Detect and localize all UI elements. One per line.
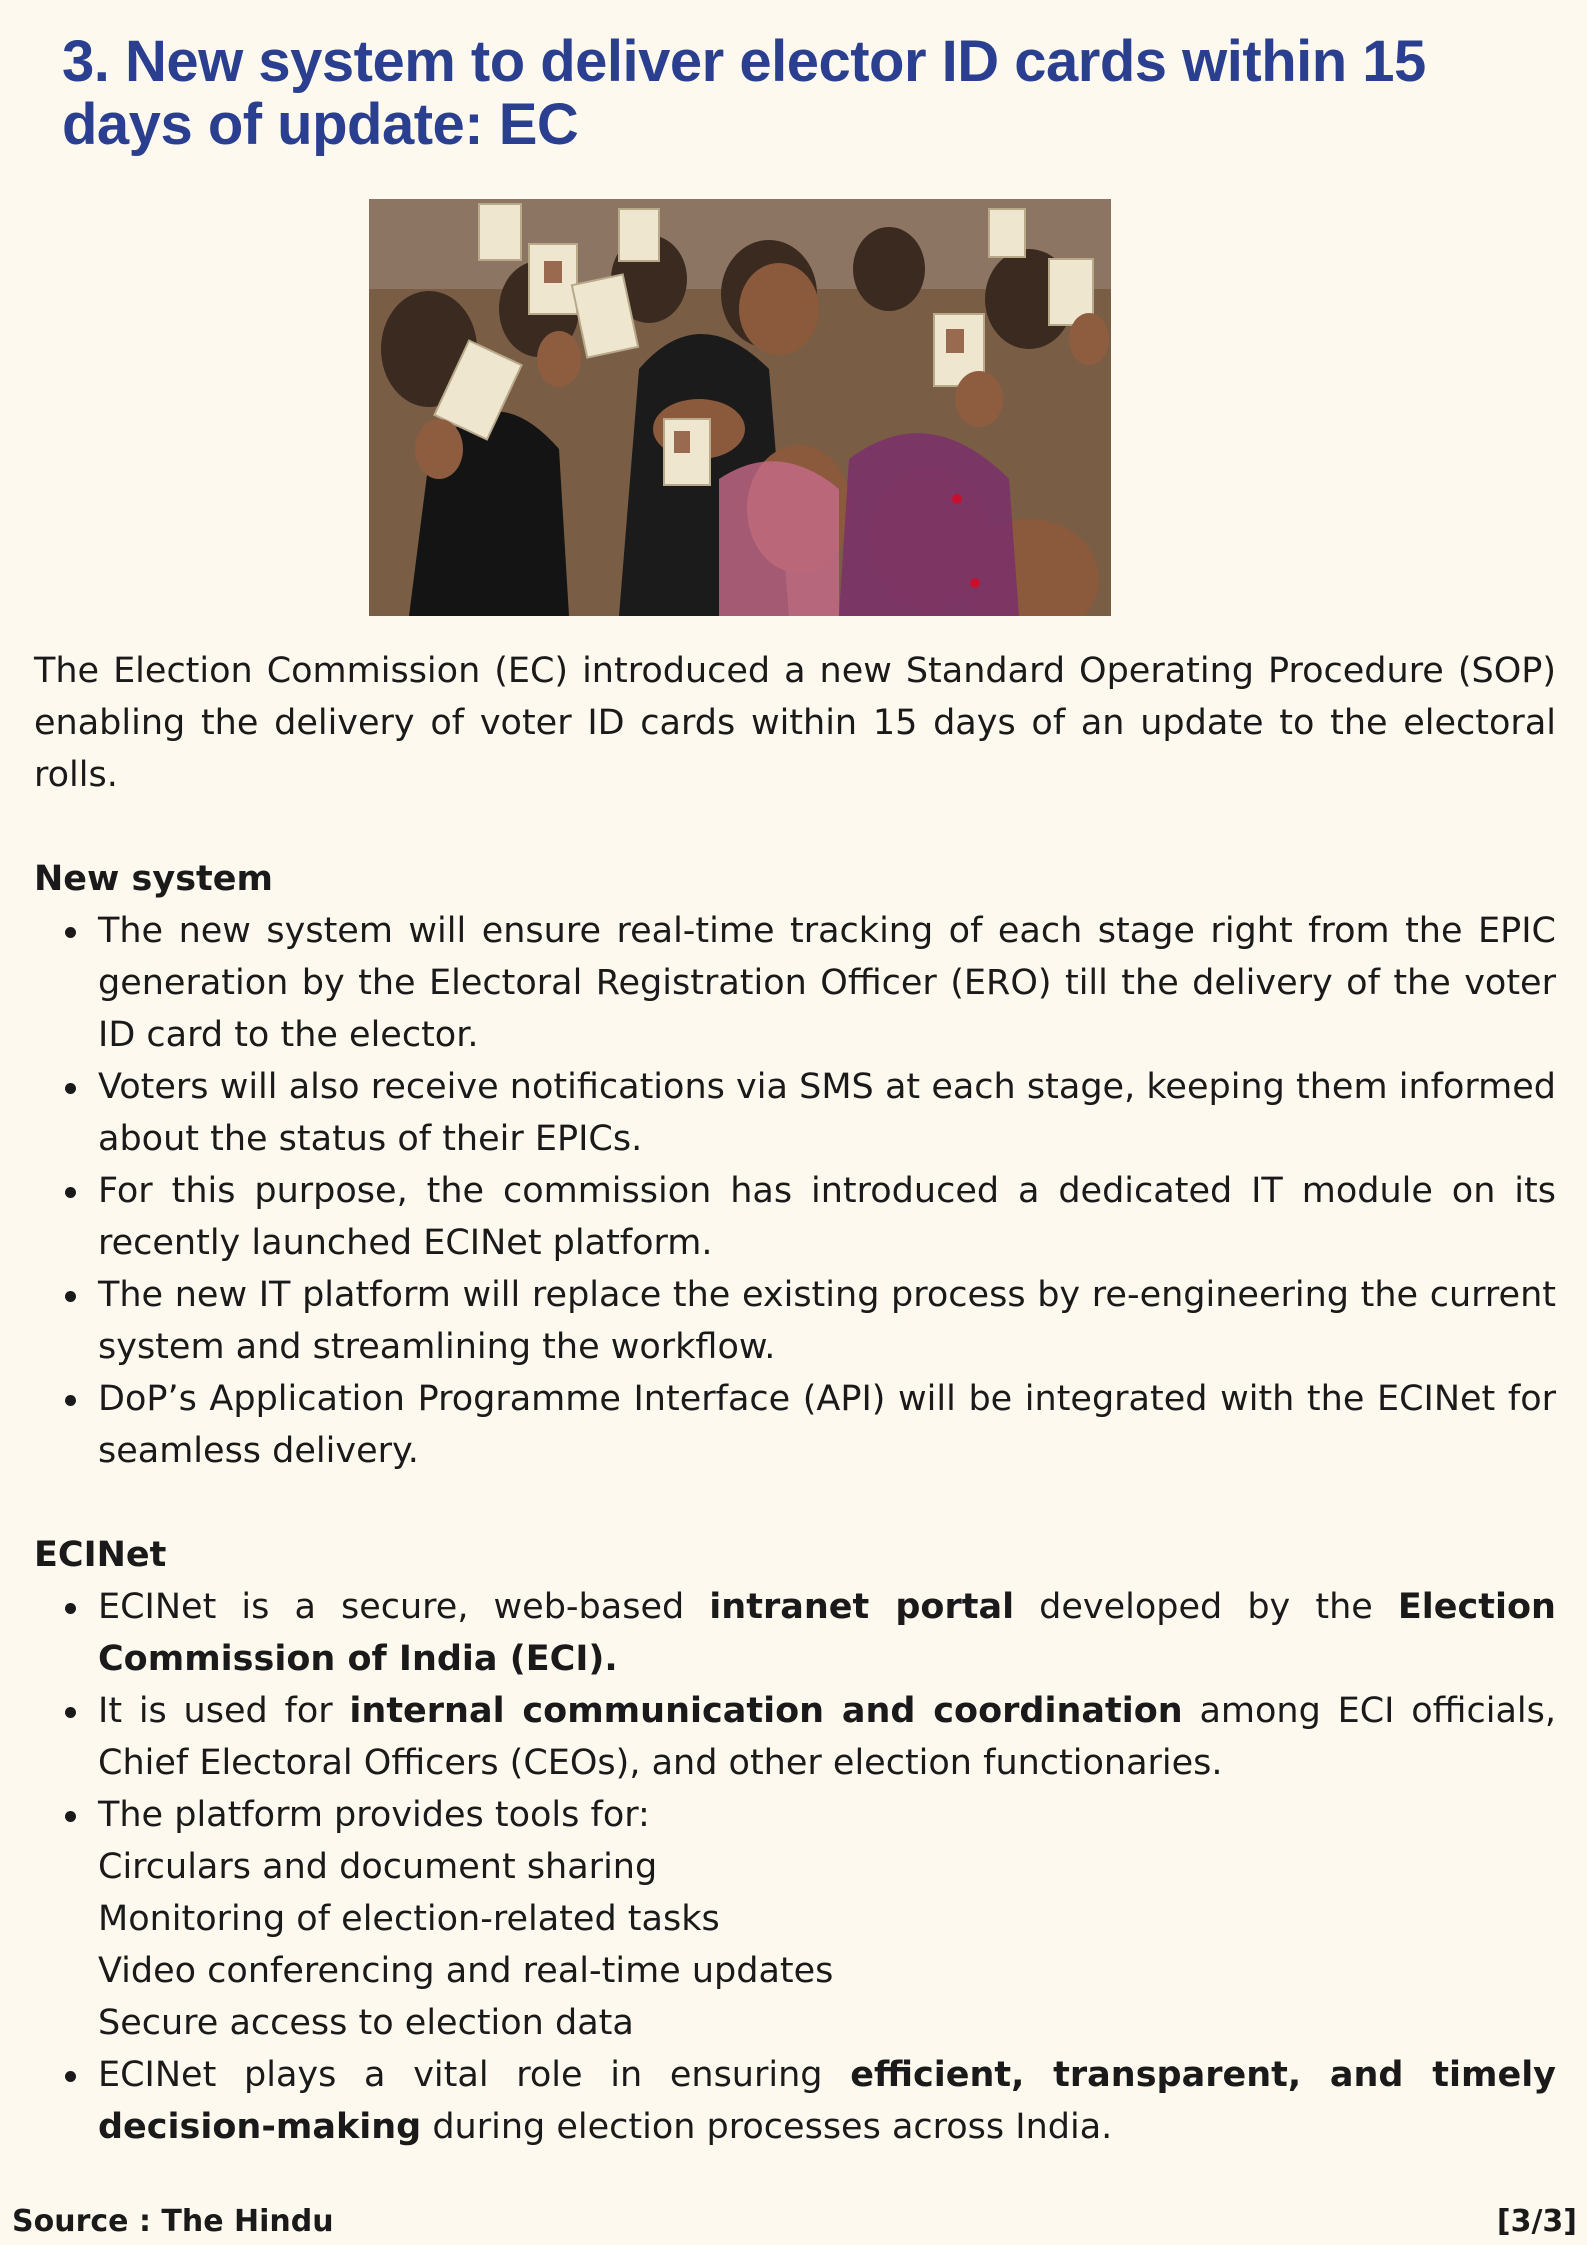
emphasis-text: internal communication and coordination: [349, 1691, 1183, 1731]
list-item: [34, 1581, 1556, 1685]
list-item: Voters will also receive notifications via SMS at each stage, keeping them informed about the status of their EPICs.: [34, 1061, 1556, 1165]
list-item: [34, 1789, 1556, 2049]
new-system-list: [34, 905, 1556, 1477]
page-title: 3. New system to deliver elector ID cards within 15 days of update: EC: [62, 29, 1426, 157]
list-item-text: among ECI officials, Chief Electoral Officers (CEOs), and other election functionaries.: [98, 1691, 1556, 1783]
emphasis-text: Election Commission of India (ECI).: [98, 1587, 1556, 1679]
ecinet-list: [34, 1581, 1556, 2153]
list-item: [34, 1685, 1556, 1789]
list-item-text: It is used for: [98, 1691, 350, 1731]
list-item-text: ECINet plays a vital role in ensuring: [98, 2055, 851, 2095]
ecinet-heading: ECINet: [34, 1535, 167, 1575]
list-item-text: during election processes across India.: [421, 2107, 1113, 2147]
tool-item: Monitoring of election-related tasks: [98, 1899, 720, 1939]
list-item: [34, 2049, 1556, 2153]
list-item-text: developed by the: [1014, 1587, 1398, 1627]
list-item-text: The platform provides tools for:: [98, 1795, 650, 1835]
list-item-text: ECINet is a secure, web-based: [98, 1587, 710, 1627]
emphasis-text: intranet portal: [709, 1587, 1015, 1627]
tool-item: Video conferencing and real-time updates: [98, 1951, 834, 1991]
intro-paragraph: The Election Commission (EC) introduced a new Standard Operating Procedure (SOP) enabling the delivery of voter ID cards within 15 days of an update to the electoral rolls.: [34, 651, 1556, 795]
new-system-heading: New system: [34, 859, 273, 899]
list-item: DoP’s Application Programme Interface (API) will be integrated with the ECINet for seamless delivery.: [34, 1373, 1556, 1477]
list-item: The new system will ensure real-time tracking of each stage right from the EPIC generation by the Electoral Registration Officer (ERO) till the delivery of the voter ID card to the elector.: [34, 905, 1556, 1061]
page-indicator: [3/3]: [1496, 2204, 1577, 2239]
source-credit: Source : The Hindu: [12, 2204, 334, 2239]
news-photo: [369, 199, 1111, 616]
list-item: For this purpose, the commission has introduced a dedicated IT module on its recently launched ECINet platform.: [34, 1165, 1556, 1269]
list-item: The new IT platform will replace the existing process by re-engineering the current system and streamlining the workflow.: [34, 1269, 1556, 1373]
emphasis-text: efficient, transparent, and timely decision-making: [98, 2055, 1556, 2147]
tool-item: Circulars and document sharing: [98, 1847, 658, 1887]
article-body: [34, 645, 1556, 2153]
tool-item: Secure access to election data: [98, 2003, 634, 2043]
